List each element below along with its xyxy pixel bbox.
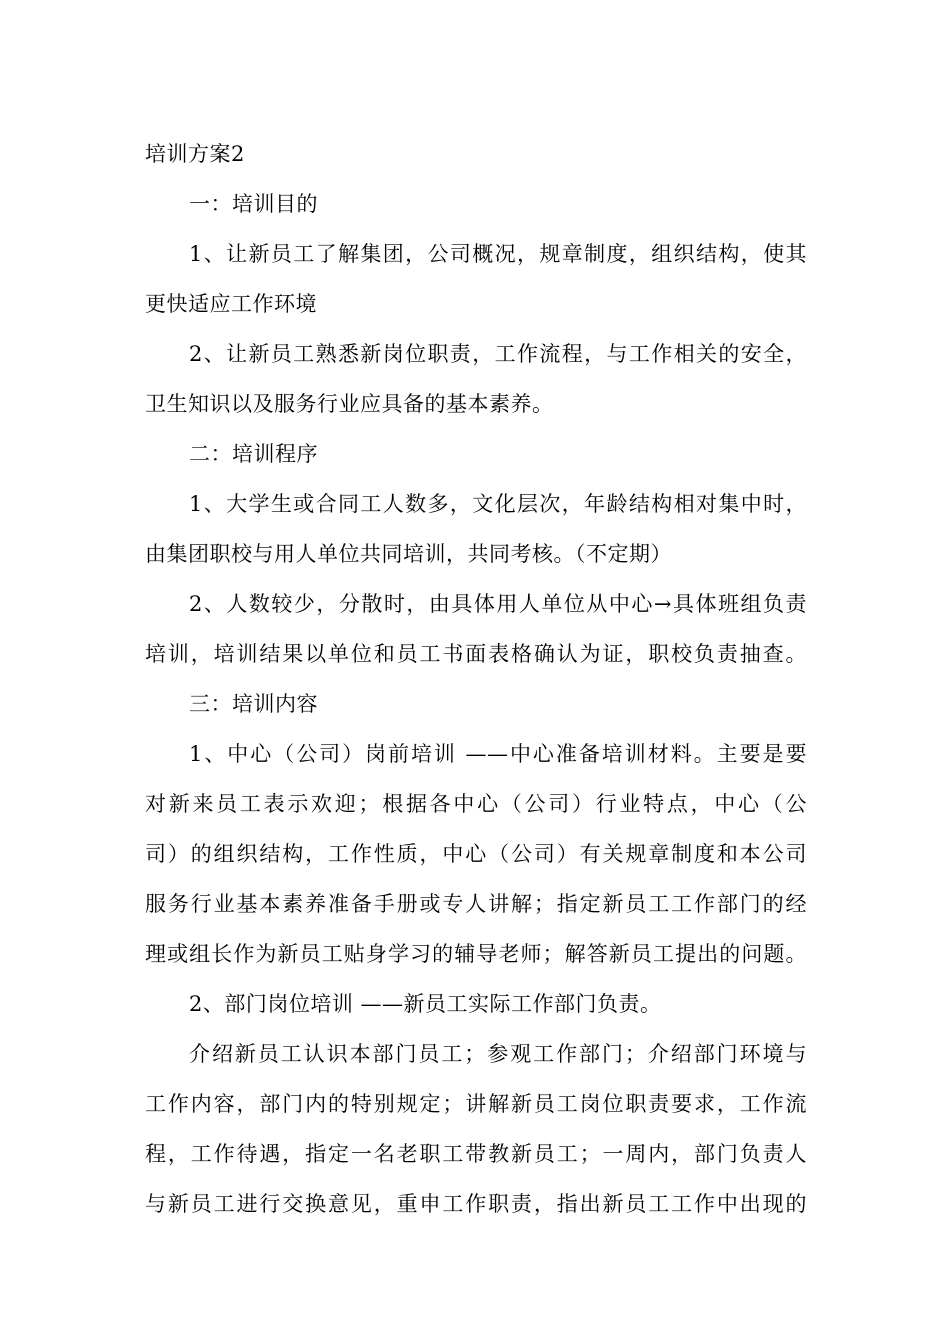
text-line: 1、让新员工了解集团，公司概况，规章制度，组织结构，使其 [189,242,807,266]
text-line: 由集团职校与用人单位共同培训，共同考核。（不定期） [145,542,672,566]
text-line: 工作内容，部门内的特别规定；讲解新员工岗位职责要求，工作流 [145,1092,807,1116]
text-line: 1、中心（公司）岗前培训 ——中心准备培训材料。主要是要 [189,742,807,766]
text-line: 三：培训内容 [189,692,318,716]
text-line: 培训，培训结果以单位和员工书面表格确认为证，职校负责抽查。 [145,642,807,666]
text-line: 与新员工进行交换意见，重申工作职责，指出新员工工作中出现的 [145,1192,807,1216]
text-line: 2、人数较少，分散时，由具体用人单位从中心→具体班组负责 [189,592,807,616]
text-line: 1、大学生或合同工人数多，文化层次，年龄结构相对集中时， [189,492,807,516]
document-body [145,129,807,1229]
document-title: 培训方案2 [145,142,245,166]
document-lines [145,179,807,1229]
text-line: 服务行业基本素养准备手册或专人讲解；指定新员工工作部门的经 [145,892,807,916]
text-line: 更快适应工作环境 [145,292,317,316]
text-line: 卫生知识以及服务行业应具备的基本素养。 [145,392,554,416]
text-line: 对新来员工表示欢迎；根据各中心（公司）行业特点，中心（公 [145,792,807,816]
text-line: 二：培训程序 [189,442,318,466]
text-line: 介绍新员工认识本部门员工；参观工作部门；介绍部门环境与 [189,1042,807,1066]
text-line: 程，工作待遇，指定一名老职工带教新员工；一周内，部门负责人 [145,1142,807,1166]
text-line: 2、让新员工熟悉新岗位职责，工作流程，与工作相关的安全， [189,342,807,366]
text-line: 理或组长作为新员工贴身学习的辅导老师；解答新员工提出的问题。 [145,942,807,966]
text-line: 一：培训目的 [189,192,318,216]
text-line: 2、部门岗位培训 ——新员工实际工作部门负责。 [189,992,662,1016]
text-line: 司）的组织结构，工作性质，中心（公司）有关规章制度和本公司 [145,842,807,866]
